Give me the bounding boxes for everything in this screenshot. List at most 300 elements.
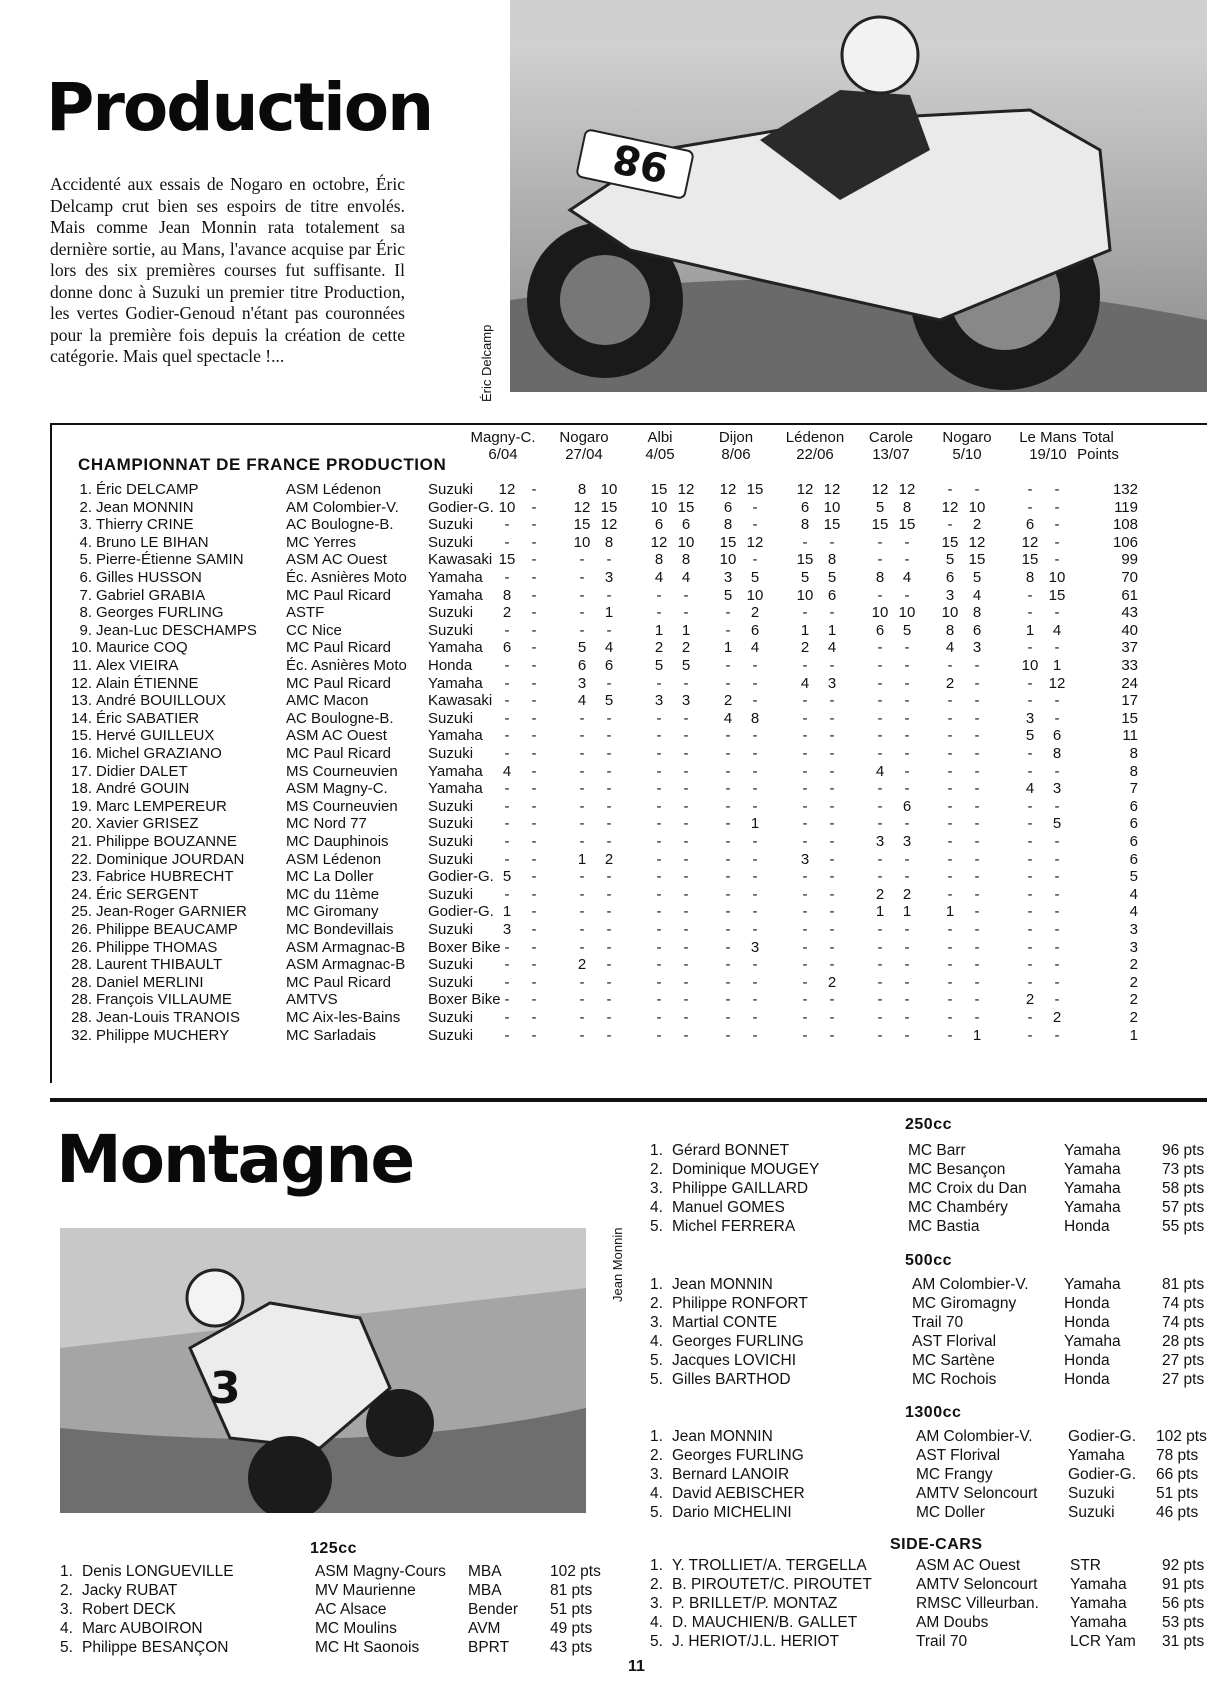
- result-row: [650, 1633, 1207, 1652]
- race-score: -: [683, 745, 689, 762]
- club-name: MC Nord 77: [286, 815, 367, 833]
- rider-name: André GOUIN: [96, 780, 190, 798]
- race-score: -: [802, 1026, 808, 1044]
- race-score: -: [947, 692, 953, 710]
- production-title: Production: [46, 69, 433, 146]
- race-score: -: [579, 868, 585, 886]
- table-row: [52, 551, 1202, 570]
- total-points: 2: [1129, 991, 1138, 1009]
- race-score: -: [504, 885, 510, 903]
- race-score: -: [606, 815, 612, 833]
- total-header-line1: Total: [1082, 429, 1114, 446]
- race-score: 12: [968, 533, 986, 551]
- race-score: 10: [898, 604, 916, 622]
- championship-table: [50, 423, 1207, 1083]
- result-points: 57 pts: [1162, 1199, 1205, 1216]
- race-score: -: [904, 551, 910, 569]
- race-score: -: [1054, 991, 1060, 1009]
- race-score: 15: [898, 516, 916, 534]
- race-score: -: [683, 604, 689, 622]
- rider-name: André BOUILLOUX: [96, 692, 227, 710]
- race-score: 6: [654, 516, 664, 534]
- race-score: 1: [827, 621, 837, 639]
- race-date: 6/04: [488, 446, 518, 463]
- total-points: 6: [1129, 815, 1138, 833]
- rank: 28.: [71, 956, 92, 974]
- table-row: [52, 921, 1202, 940]
- race-score: 8: [750, 709, 760, 727]
- race-score: -: [877, 815, 883, 833]
- race-score: -: [606, 727, 612, 745]
- motorcycle-racer-illustration: [510, 0, 1207, 392]
- race-score: -: [531, 833, 537, 850]
- result-club: MV Maurienne: [315, 1582, 416, 1599]
- result-rank: 4.: [60, 1620, 73, 1637]
- race-score: -: [904, 1009, 910, 1026]
- race-score: -: [1027, 674, 1033, 692]
- race-score: -: [504, 780, 510, 798]
- race-header: [691, 429, 781, 463]
- race-score: 4: [604, 639, 614, 657]
- race-score: -: [725, 727, 731, 745]
- club-name: MC La Doller: [286, 868, 374, 886]
- race-score: -: [504, 745, 510, 762]
- race-score: 2: [723, 692, 733, 710]
- race-score: 8: [827, 551, 837, 569]
- race-score: -: [877, 709, 883, 727]
- race-score: 15: [573, 516, 591, 534]
- race-score: -: [904, 709, 910, 727]
- result-club: MC Ht Saonois: [315, 1639, 420, 1656]
- race-score: -: [504, 815, 510, 833]
- race-score: -: [802, 604, 808, 622]
- rider-name: Pierre-Étienne SAMIN: [96, 551, 244, 569]
- result-bike: MBA: [468, 1582, 502, 1599]
- race-score: -: [504, 727, 510, 745]
- race-score: -: [656, 885, 662, 903]
- race-score: -: [904, 973, 910, 991]
- race-score: -: [531, 498, 537, 516]
- race-score: -: [683, 1026, 689, 1044]
- rank: 7.: [79, 586, 92, 604]
- bike-make: Suzuki: [428, 481, 474, 498]
- race-score: -: [725, 604, 731, 622]
- race-score: -: [579, 903, 585, 921]
- club-name: MC Giromany: [286, 903, 379, 921]
- race-score: 8: [902, 498, 912, 516]
- rank: 2.: [79, 498, 92, 516]
- race-score: 4: [902, 569, 912, 586]
- race-score: 3: [681, 692, 691, 710]
- race-score: -: [904, 692, 910, 710]
- result-rank: 5.: [60, 1639, 73, 1656]
- race-score: -: [802, 762, 808, 780]
- race-score: -: [877, 745, 883, 762]
- race-score: -: [683, 833, 689, 850]
- rank: 23.: [71, 868, 92, 886]
- rank: 25.: [71, 903, 92, 921]
- club-name: MC Dauphinois: [286, 833, 389, 850]
- race-score: 12: [719, 481, 737, 498]
- category-label: SIDE-CARS: [890, 1536, 983, 1553]
- race-score: 4: [1052, 621, 1062, 639]
- result-row: [650, 1576, 1207, 1595]
- montagne-photo: [60, 1228, 586, 1513]
- race-score: 8: [723, 516, 733, 534]
- result-row: [650, 1180, 1207, 1199]
- result-rank: 1.: [650, 1557, 663, 1574]
- result-bike: Yamaha: [1064, 1180, 1121, 1197]
- result-rider: Gilles BARTHOD: [672, 1371, 791, 1388]
- total-points: 3: [1129, 921, 1138, 938]
- result-row: [650, 1595, 1207, 1614]
- bike-make: Suzuki: [428, 533, 474, 551]
- result-row: [650, 1466, 1207, 1485]
- result-bike: Yamaha: [1070, 1614, 1127, 1631]
- race-score: -: [725, 850, 731, 868]
- table-row: [52, 499, 1202, 518]
- rank: 14.: [71, 709, 92, 727]
- result-rider: David AEBISCHER: [672, 1485, 805, 1502]
- race-score: -: [752, 551, 758, 569]
- result-rank: 3.: [650, 1314, 663, 1331]
- race-score: 3: [800, 850, 810, 868]
- race-score: -: [1054, 850, 1060, 868]
- race-score: -: [829, 692, 835, 710]
- race-score: -: [725, 780, 731, 798]
- race-score: -: [531, 850, 537, 868]
- club-name: MC Paul Ricard: [286, 674, 392, 692]
- total-points: 2: [1129, 1009, 1138, 1026]
- race-score: -: [504, 621, 510, 639]
- race-score: -: [947, 921, 953, 938]
- race-score: 3: [972, 639, 982, 657]
- result-rank: 5.: [650, 1504, 663, 1521]
- race-score: 15: [498, 551, 516, 569]
- race-score: -: [904, 991, 910, 1009]
- race-score: -: [829, 868, 835, 886]
- result-rider: Gérard BONNET: [672, 1142, 790, 1159]
- rank: 1.: [79, 481, 92, 498]
- race-score: -: [752, 921, 758, 938]
- result-rider: Jacky RUBAT: [82, 1582, 178, 1599]
- club-name: CC Nice: [286, 621, 342, 639]
- race-score: -: [974, 868, 980, 886]
- race-score: -: [606, 797, 612, 815]
- race-score: -: [904, 639, 910, 657]
- race-score: -: [531, 727, 537, 745]
- race-score: 6: [800, 498, 810, 516]
- race-score: 5: [1025, 727, 1035, 745]
- race-score: -: [802, 709, 808, 727]
- race-score: 10: [600, 481, 618, 498]
- race-score: -: [504, 938, 510, 956]
- result-row: [60, 1620, 617, 1639]
- race-score: -: [1027, 745, 1033, 762]
- total-points: 119: [1114, 498, 1138, 516]
- race-score: -: [504, 1009, 510, 1026]
- result-club: AC Alsace: [315, 1601, 387, 1618]
- race-score: -: [504, 956, 510, 974]
- total-points: 61: [1121, 586, 1138, 604]
- result-bike: Yamaha: [1068, 1447, 1125, 1464]
- category-label: 500cc: [905, 1252, 952, 1269]
- bike-make: Kawasaki: [428, 692, 493, 710]
- race-score: 1: [902, 903, 912, 921]
- race-score: -: [656, 727, 662, 745]
- race-score: -: [579, 921, 585, 938]
- total-points: 4: [1129, 885, 1138, 903]
- race-score: 10: [941, 604, 959, 622]
- race-score: 1: [800, 621, 810, 639]
- result-points: 53 pts: [1162, 1614, 1205, 1631]
- race-score: -: [829, 1026, 835, 1044]
- race-score: -: [1027, 868, 1033, 886]
- race-score: -: [1054, 833, 1060, 850]
- race-score: -: [1027, 604, 1033, 622]
- race-score: -: [904, 674, 910, 692]
- race-score: -: [752, 850, 758, 868]
- rider-name: Hervé GUILLEUX: [96, 727, 215, 745]
- montagne-title: Montagne: [56, 1121, 414, 1198]
- race-score: 5: [577, 639, 587, 657]
- race-score: 4: [750, 639, 760, 657]
- result-rider: Dario MICHELINI: [672, 1504, 792, 1521]
- rider-name: Daniel MERLINI: [96, 973, 204, 991]
- race-score: -: [1054, 885, 1060, 903]
- race-score: -: [683, 815, 689, 833]
- race-score: 10: [498, 498, 516, 516]
- club-name: MC Paul Ricard: [286, 745, 392, 762]
- result-rank: 2.: [650, 1576, 663, 1593]
- race-score: -: [1054, 639, 1060, 657]
- race-score: -: [504, 1026, 510, 1044]
- race-score: -: [579, 973, 585, 991]
- race-score: -: [877, 657, 883, 674]
- rank: 15.: [71, 727, 92, 745]
- result-rank: 4.: [650, 1333, 663, 1350]
- race-score: 5: [800, 569, 810, 586]
- result-row: [650, 1295, 1207, 1314]
- race-score: -: [1027, 833, 1033, 850]
- race-score: -: [877, 1026, 883, 1044]
- race-score: 6: [1052, 727, 1062, 745]
- table-row: [52, 851, 1202, 870]
- race-score: -: [947, 762, 953, 780]
- club-name: ASTF: [286, 604, 325, 622]
- race-score: 12: [498, 481, 516, 498]
- race-score: 15: [650, 481, 668, 498]
- race-score: -: [974, 833, 980, 850]
- race-score: -: [802, 885, 808, 903]
- rank: 17.: [71, 762, 92, 780]
- race-score: 8: [875, 569, 885, 586]
- race-score: -: [974, 709, 980, 727]
- rider-name: Bruno LE BIHAN: [96, 533, 209, 551]
- rider-name: Didier DALET: [96, 762, 188, 780]
- race-score: -: [725, 1026, 731, 1044]
- race-score: -: [802, 745, 808, 762]
- race-score: -: [802, 1009, 808, 1026]
- race-score: -: [802, 780, 808, 798]
- race-score: 3: [577, 674, 587, 692]
- result-points: 102 pts: [1156, 1428, 1207, 1445]
- club-name: MS Courneuvien: [286, 762, 398, 780]
- production-photo: [510, 0, 1207, 392]
- result-bike: Yamaha: [1064, 1199, 1121, 1216]
- race-score: -: [531, 745, 537, 762]
- result-rank: 5.: [650, 1352, 663, 1369]
- race-score: -: [531, 973, 537, 991]
- race-score: -: [531, 533, 537, 551]
- result-rank: 2.: [650, 1295, 663, 1312]
- club-name: MC Yerres: [286, 533, 357, 551]
- result-rank: 5.: [650, 1633, 663, 1650]
- rider-name: Philippe BOUZANNE: [96, 833, 237, 850]
- race-score: -: [725, 903, 731, 921]
- bike-make: Suzuki: [428, 709, 474, 727]
- race-score: -: [504, 709, 510, 727]
- race-score: -: [829, 727, 835, 745]
- result-row: [650, 1447, 1207, 1466]
- club-name: AC Boulogne-B.: [286, 516, 394, 534]
- race-score: 3: [875, 833, 885, 850]
- total-points: 5: [1129, 868, 1138, 886]
- result-bike: Honda: [1064, 1352, 1110, 1369]
- total-points: 2: [1129, 973, 1138, 991]
- race-score: -: [504, 674, 510, 692]
- club-name: ASM AC Ouest: [286, 551, 387, 569]
- race-score: -: [683, 586, 689, 604]
- club-name: ASM Armagnac-B: [286, 938, 406, 956]
- result-row: [650, 1199, 1207, 1218]
- total-points: 99: [1121, 551, 1138, 569]
- bike-make: Suzuki: [428, 973, 474, 991]
- rank: 26.: [71, 921, 92, 938]
- race-score: 15: [746, 481, 764, 498]
- rider-name: Jean MONNIN: [96, 498, 194, 516]
- total-points: 7: [1129, 780, 1138, 798]
- race-score: -: [606, 885, 612, 903]
- result-rank: 3.: [60, 1601, 73, 1618]
- race-score: 1: [577, 850, 587, 868]
- race-score: -: [904, 727, 910, 745]
- race-score: -: [752, 745, 758, 762]
- race-name: Nogaro: [559, 429, 609, 446]
- rider-name: Jean-Luc DESCHAMPS: [96, 621, 257, 639]
- category-label: 125cc: [310, 1540, 357, 1557]
- result-rank: 5.: [650, 1371, 663, 1388]
- race-score: 12: [871, 481, 889, 498]
- result-bike: Godier-G.: [1068, 1466, 1137, 1483]
- race-score: -: [606, 921, 612, 938]
- total-points: 15: [1121, 709, 1138, 727]
- result-row: [650, 1371, 1207, 1390]
- bike-make: Godier-G.: [428, 903, 494, 921]
- race-score: -: [725, 868, 731, 886]
- race-score: 2: [1025, 991, 1035, 1009]
- race-score: -: [1054, 921, 1060, 938]
- race-score: -: [974, 885, 980, 903]
- race-score: 5: [604, 692, 614, 710]
- race-score: -: [725, 621, 731, 639]
- race-score: -: [974, 481, 980, 498]
- race-score: -: [974, 903, 980, 921]
- race-score: -: [1054, 1026, 1060, 1044]
- race-score: -: [802, 938, 808, 956]
- race-score: -: [752, 797, 758, 815]
- result-club: MC Croix du Dan: [908, 1180, 1027, 1197]
- bike-make: Suzuki: [428, 956, 474, 974]
- race-score: -: [752, 833, 758, 850]
- race-score: 2: [945, 674, 955, 692]
- total-points: 1: [1129, 1026, 1138, 1044]
- race-score: 6: [902, 797, 912, 815]
- race-score: 4: [827, 639, 837, 657]
- club-name: ASM Lédenon: [286, 850, 382, 868]
- race-score: -: [829, 762, 835, 780]
- production-photo-credit: Éric Delcamp: [479, 324, 494, 402]
- race-score: 6: [945, 569, 955, 586]
- table-row: [52, 516, 1202, 535]
- result-club: AM Doubs: [916, 1614, 989, 1631]
- result-rider: Marc AUBOIRON: [82, 1620, 203, 1637]
- race-score: -: [947, 938, 953, 956]
- race-score: -: [877, 674, 883, 692]
- race-score: -: [531, 639, 537, 657]
- race-score: -: [683, 850, 689, 868]
- race-score: -: [1027, 885, 1033, 903]
- race-score: 15: [871, 516, 889, 534]
- club-name: AMTVS: [286, 991, 338, 1009]
- race-score: 5: [827, 569, 837, 586]
- club-name: AMC Macon: [286, 692, 369, 710]
- race-score: 6: [577, 657, 587, 674]
- result-points: 73 pts: [1162, 1161, 1205, 1178]
- race-score: -: [829, 956, 835, 974]
- result-bike: Godier-G.: [1068, 1428, 1137, 1445]
- total-points: 108: [1112, 516, 1138, 534]
- race-score: -: [725, 797, 731, 815]
- race-score: -: [947, 1026, 953, 1044]
- result-bike: Suzuki: [1068, 1485, 1115, 1502]
- race-score: -: [904, 780, 910, 798]
- race-score: 15: [600, 498, 618, 516]
- race-score: -: [877, 639, 883, 657]
- race-score: 5: [654, 657, 664, 674]
- race-score: -: [606, 991, 612, 1009]
- race-score: -: [829, 604, 835, 622]
- race-score: -: [656, 815, 662, 833]
- race-score: -: [531, 551, 537, 569]
- race-score: -: [1027, 921, 1033, 938]
- race-name: Carole: [868, 429, 914, 446]
- race-score: -: [947, 481, 953, 498]
- race-score: -: [802, 991, 808, 1009]
- result-bike: Yamaha: [1064, 1142, 1121, 1159]
- race-name: Dijon: [718, 429, 754, 446]
- race-score: -: [1054, 498, 1060, 516]
- section-divider: [50, 1098, 1207, 1102]
- race-score: -: [904, 586, 910, 604]
- race-score: -: [752, 657, 758, 674]
- result-rider: Jacques LOVICHI: [672, 1352, 797, 1369]
- race-score: -: [904, 850, 910, 868]
- race-score: -: [531, 921, 537, 938]
- race-number: 98: [608, 133, 673, 191]
- club-name: MC du 11ème: [286, 885, 380, 903]
- race-score: -: [877, 991, 883, 1009]
